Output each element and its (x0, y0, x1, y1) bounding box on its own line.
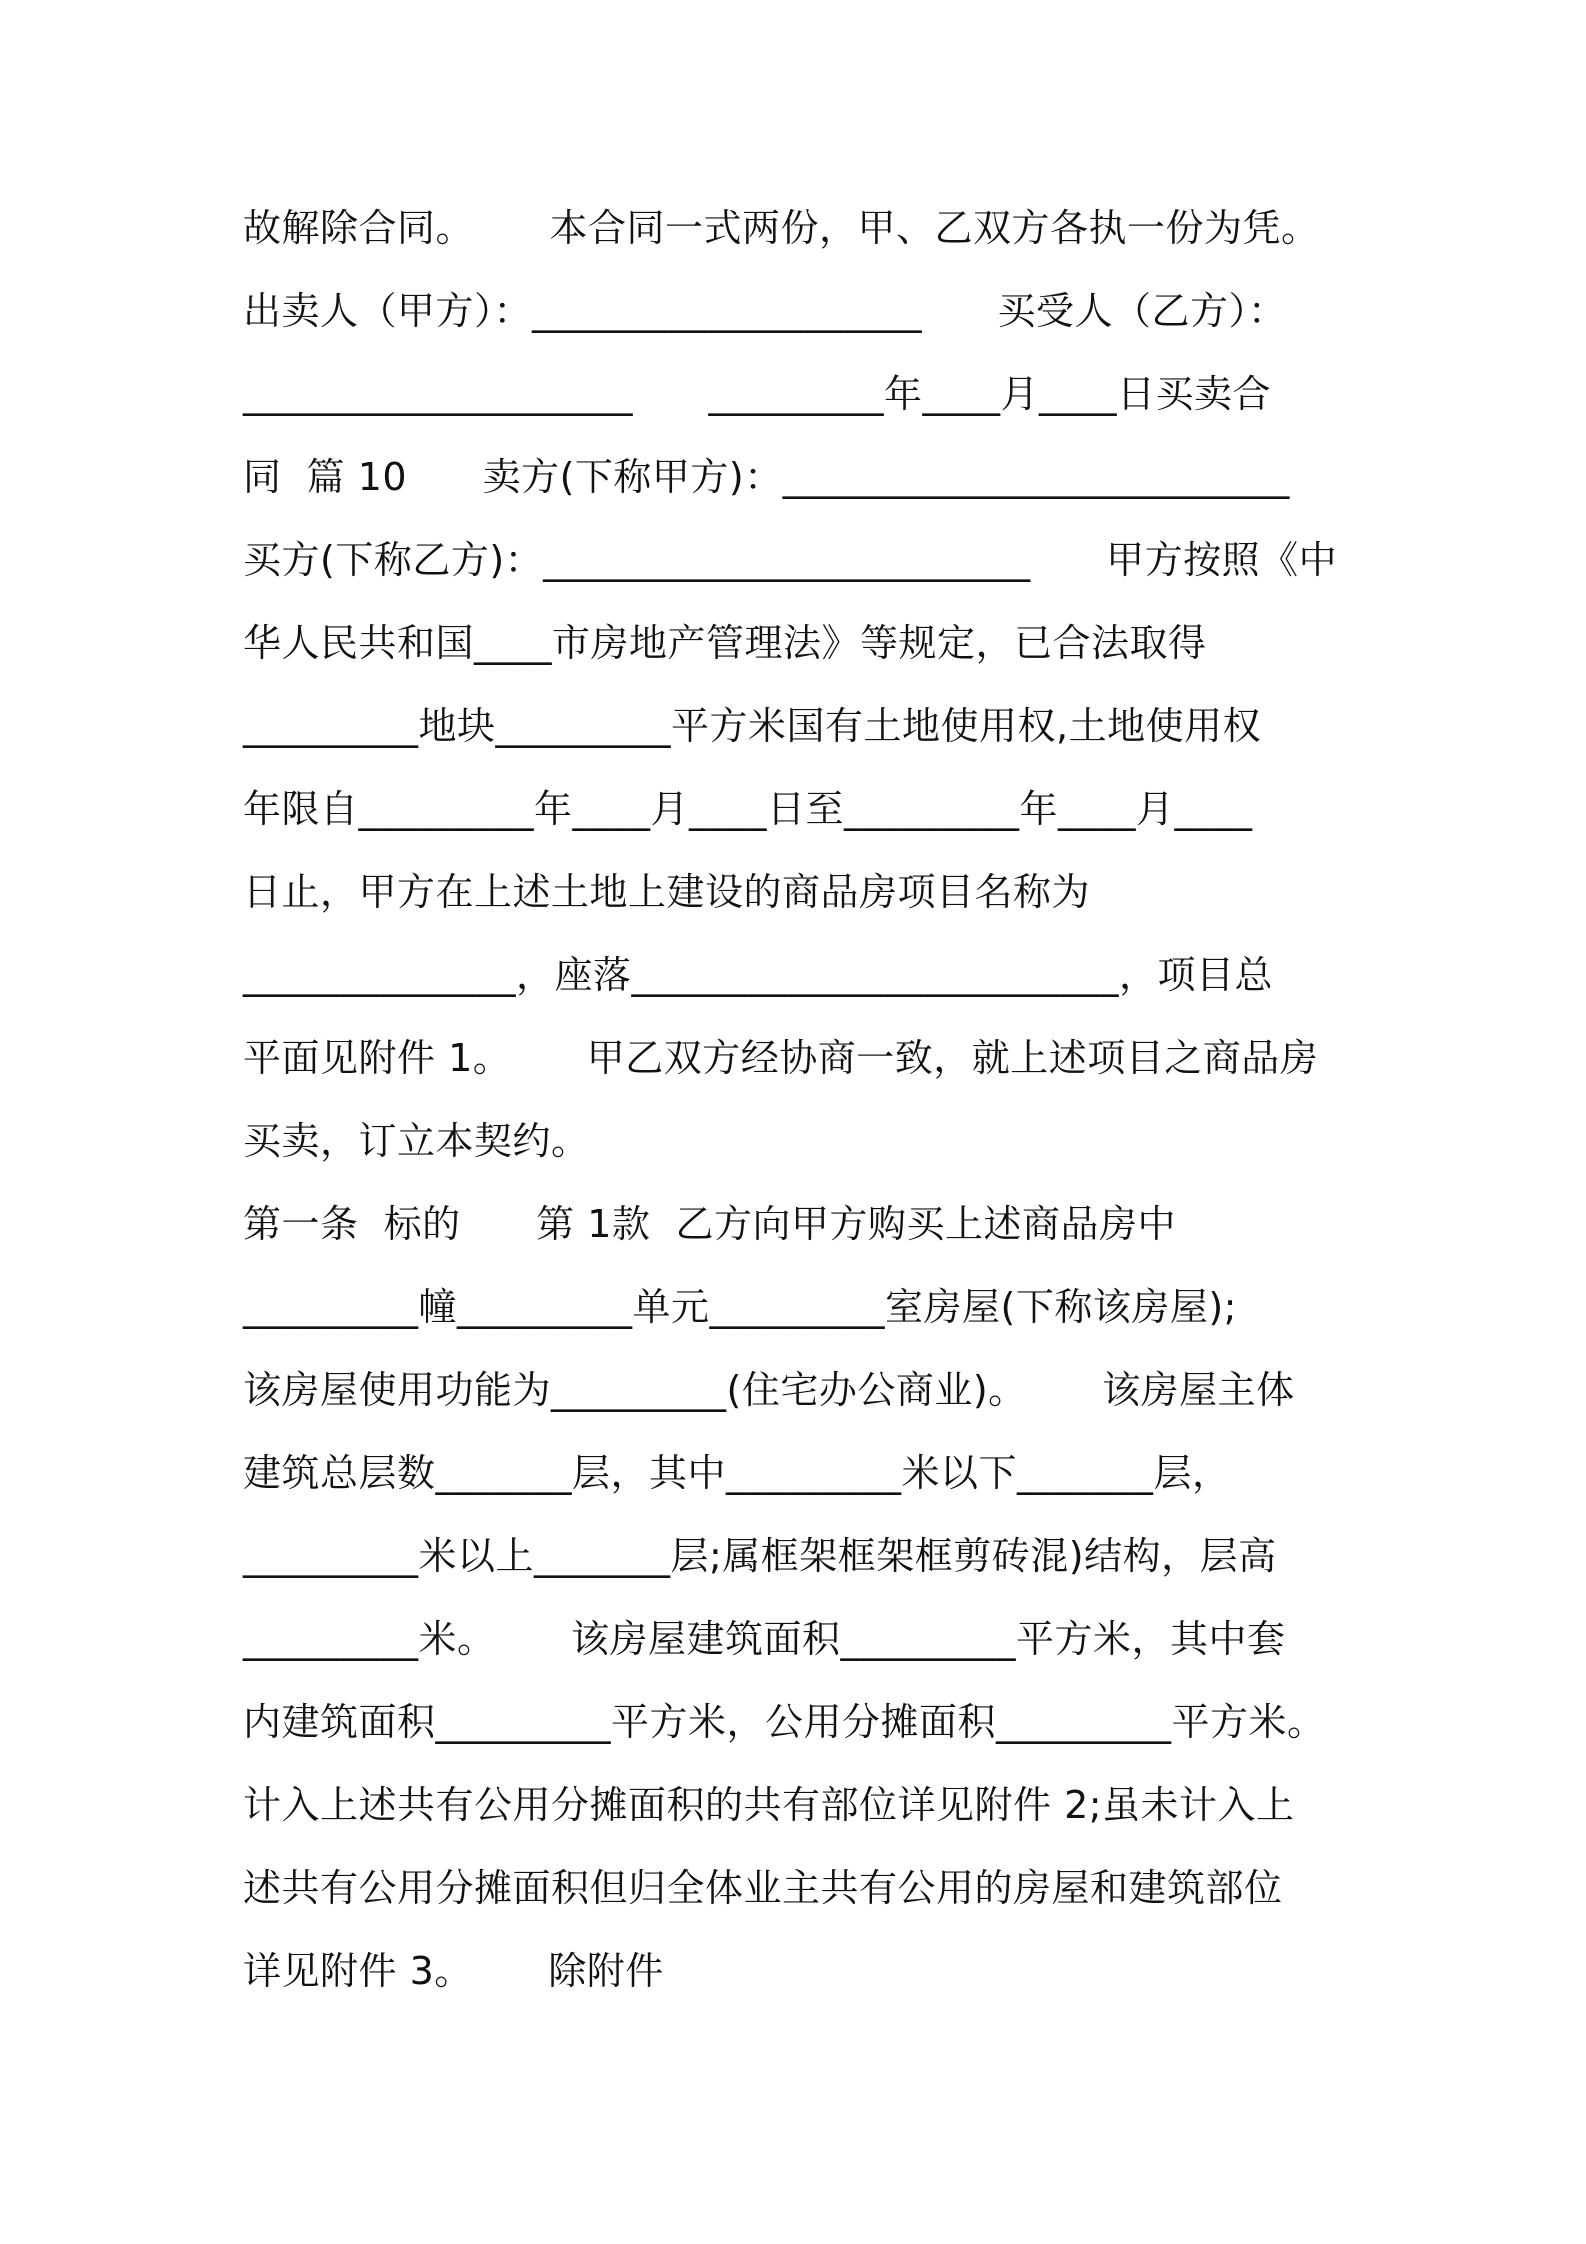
document-line: 第一条 标的 第 1款 乙方向甲方购买上述商品房中 (243, 1202, 1177, 1246)
document-line: 内建筑面积_________平方米，公用分摊面积_________平方米。 (243, 1700, 1326, 1744)
document-line: 华人民共和国____市房地产管理法》等规定，已合法取得 (243, 621, 1207, 665)
document-line: 买卖，订立本契约。 (243, 1119, 590, 1163)
document-line: 详见附件 3。 除附件 (243, 1949, 664, 1993)
document-line: _________地块_________平方米国有土地使用权,土地使用权 (243, 704, 1262, 748)
document-line: 买方(下称乙方)：_________________________ 甲方按照《中 (243, 538, 1338, 582)
document-line: 平面见附件 1。 甲乙双方经协商一致，就上述项目之商品房 (243, 1036, 1319, 1080)
document-line: _________米以上_______层;属框架框架框剪砖混)结构，层高 (243, 1534, 1277, 1578)
document-line: 建筑总层数_______层，其中_________米以下_______层， (243, 1451, 1231, 1495)
document-line: 该房屋使用功能为_________(住宅办公商业)。 该房屋主体 (243, 1368, 1295, 1412)
document-line: 计入上述共有公用分摊面积的共有部位详见附件 2;虽未计入上 (243, 1783, 1295, 1827)
document-line: _________幢_________单元_________室房屋(下称该房屋); (243, 1285, 1237, 1329)
document-line: ______________，座落_________________________，项目总 (243, 953, 1274, 997)
document-line: 日止，甲方在上述土地上建设的商品房项目名称为 (243, 870, 1091, 914)
document-line: 年限自_________年____月____日至_________年____月____ (243, 787, 1253, 831)
document-line: ____________________ _________年____月____日买卖合 (243, 372, 1271, 416)
document-line: 出卖人（甲方）：____________________ 买受人（乙方）： (243, 289, 1287, 333)
document-line: 故解除合同。 本合同一式两份，甲、乙双方各执一份为凭。 (243, 206, 1320, 250)
document-line: 述共有公用分摊面积但归全体业主共有公用的房屋和建筑部位 (243, 1866, 1283, 1910)
document-line: 同 篇 10 卖方(下称甲方)：__________________________ (243, 455, 1290, 499)
document-line: _________米。 该房屋建筑面积_________平方米，其中套 (243, 1617, 1286, 1661)
